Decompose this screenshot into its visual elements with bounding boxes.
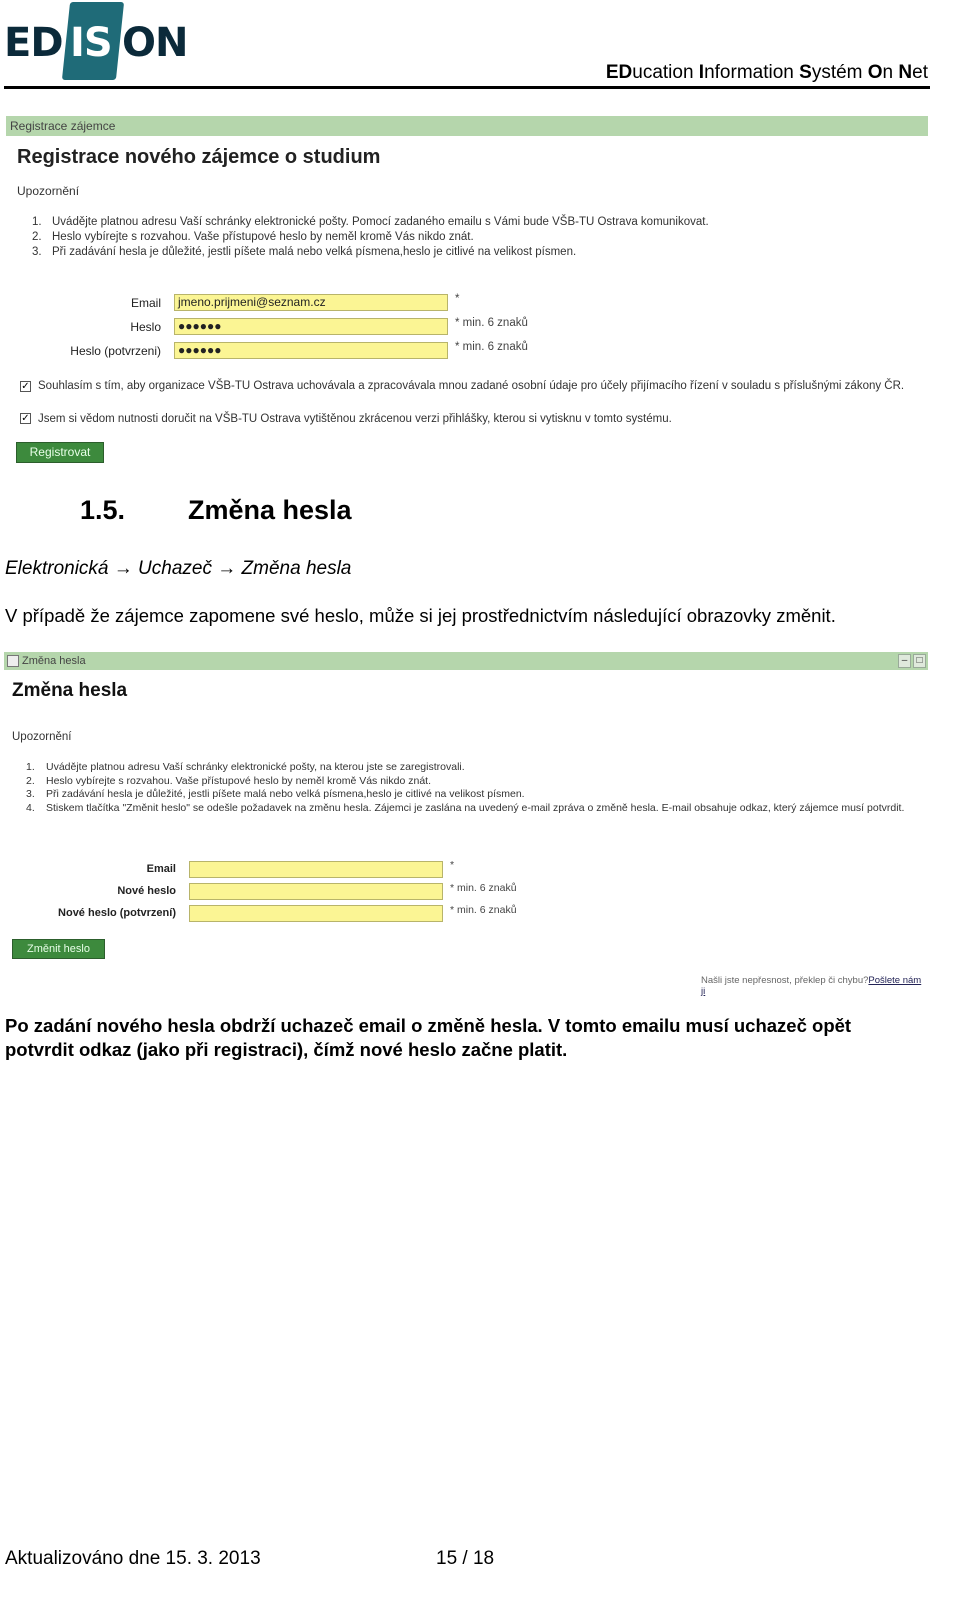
edison-logo bbox=[4, 2, 194, 82]
new-password-field[interactable] bbox=[189, 883, 443, 900]
password-confirm-field[interactable]: ●●●●●● bbox=[174, 342, 448, 359]
feedback-line bbox=[701, 975, 928, 997]
new-password-confirm-label: Nové heslo (potvrzení) bbox=[58, 907, 176, 919]
list-item: 2. Heslo vybírejte s rozvahou. Vaše přístupové heslo by neměl kromě Vás nikdo znát. bbox=[26, 774, 431, 787]
document-title: EDucation Information Systém On Net bbox=[605, 62, 928, 83]
intro-paragraph: V případě že zájemce zapomene své heslo, může si jej prostřednictvím následující obrazovky změnit. bbox=[5, 605, 836, 626]
maximize-icon[interactable]: □ bbox=[913, 654, 926, 668]
new-password-label: Nové heslo bbox=[117, 885, 176, 897]
list-item: 4. Stiskem tlačítka "Změnit heslo" se odešle požadavek na změnu hesla. Zájemci je zaslána na uvedený e-mail zpráva o změně hesla. E-mail obsahuje odkaz, který zájemce musí potvrdit. bbox=[26, 801, 905, 814]
register-button[interactable]: Registrovat bbox=[16, 442, 104, 463]
window-title: Změna hesla bbox=[22, 655, 86, 667]
new-password-hint: * min. 6 znaků bbox=[450, 882, 517, 894]
page-number: 15 / 18 bbox=[436, 1548, 495, 1569]
email-hint: * bbox=[455, 293, 460, 305]
email-hint: * bbox=[450, 859, 455, 871]
registration-tab[interactable]: Registrace zájemce bbox=[6, 116, 928, 136]
minimize-icon[interactable]: – bbox=[898, 654, 911, 668]
header-rule bbox=[4, 86, 930, 89]
new-password-confirm-hint: * min. 6 znaků bbox=[450, 904, 517, 916]
warning-label: Upozornění bbox=[17, 184, 80, 198]
new-password-confirm-field[interactable] bbox=[189, 905, 443, 922]
section-title: Změna hesla bbox=[188, 495, 352, 525]
list-item: 1. Uvádějte platnou adresu Vaší schránky elektronické pošty. Pomocí zadaného emailu s Vámi bude VŠB-TU Ostrava komunikovat. bbox=[32, 216, 709, 228]
logo-text-left: ED bbox=[4, 20, 63, 66]
change-password-heading: Změna hesla bbox=[12, 680, 128, 701]
outro-paragraph: Po zadání nového hesla obdrží uchazeč email o změně hesla. V tomto emailu musí uchazeč opět potvrdit odkaz (jako při registraci), čímž nové heslo začne platit. bbox=[5, 1015, 852, 1060]
registration-heading: Registrace nového zájemce o studium bbox=[17, 146, 381, 168]
registration-screenshot bbox=[6, 116, 928, 468]
logo-text-mid: IS bbox=[70, 20, 112, 66]
updated-date: Aktualizováno dne 15. 3. 2013 bbox=[5, 1548, 261, 1569]
email-field[interactable] bbox=[189, 861, 443, 878]
feedback-link[interactable]: Pošlete nám ji bbox=[701, 975, 922, 997]
email-label: Email bbox=[130, 296, 161, 310]
list-item: 2. Heslo vybírejte s rozvahou. Vaše přístupové heslo by neměl kromě Vás nikdo znát. bbox=[32, 231, 474, 243]
warning-label: Upozornění bbox=[12, 731, 72, 743]
change-password-screenshot bbox=[4, 652, 928, 997]
logo-text-right: ON bbox=[122, 20, 188, 66]
warning-list bbox=[32, 215, 912, 260]
list-item: 3. Při zadávání hesla je důležité, jestli píšete malá nebo velká písmena,heslo je citlivé na velikost písmen. bbox=[32, 246, 577, 258]
password-hint: * min. 6 znaků bbox=[455, 317, 528, 329]
print-checkbox[interactable]: ✓ bbox=[21, 413, 30, 424]
password-label: Heslo bbox=[130, 320, 161, 334]
password-confirm-hint: * min. 6 znaků bbox=[455, 341, 528, 353]
window-icon bbox=[7, 655, 19, 667]
consent-checkbox[interactable]: ✓ bbox=[21, 381, 30, 392]
list-item: 3. Při zadávání hesla je důležité, jestli píšete malá nebo velká písmena,heslo je citlivé na velikost písmen. bbox=[26, 788, 525, 801]
consent-label: Souhlasím s tím, aby organizace VŠB-TU Ostrava uchovávala a zpracovávala mnou zadané osobní údaje pro účely přijímacího řízení v souladu s příslušnými zákony ČR. bbox=[38, 380, 905, 392]
password-confirm-label: Heslo (potvrzeni) bbox=[70, 344, 161, 358]
feedback-text: Našli jste nepřesnost, překlep či chybu? bbox=[701, 975, 869, 986]
print-label: Jsem si vědom nutnosti doručit na VŠB-TU Ostrava vytištěnou zkrácenou verzi přihlášky, kterou si vytisknu v tomto systému. bbox=[38, 413, 672, 425]
window-titlebar bbox=[4, 652, 928, 670]
password-field[interactable]: ●●●●●● bbox=[174, 318, 448, 335]
list-item: 1. Uvádějte platnou adresu Vaší schránky elektronické pošty, na kterou jste se zaregistrovali. bbox=[26, 761, 465, 773]
breadcrumb: Elektronická → Uchazeč → Změna hesla bbox=[5, 558, 352, 579]
warning-list bbox=[26, 761, 916, 815]
email-field[interactable]: jmeno.prijmeni@seznam.cz bbox=[174, 294, 448, 311]
section-number: 1.5. bbox=[80, 495, 126, 525]
change-password-button[interactable]: Změnit heslo bbox=[12, 939, 105, 959]
email-label: Email bbox=[146, 863, 176, 875]
